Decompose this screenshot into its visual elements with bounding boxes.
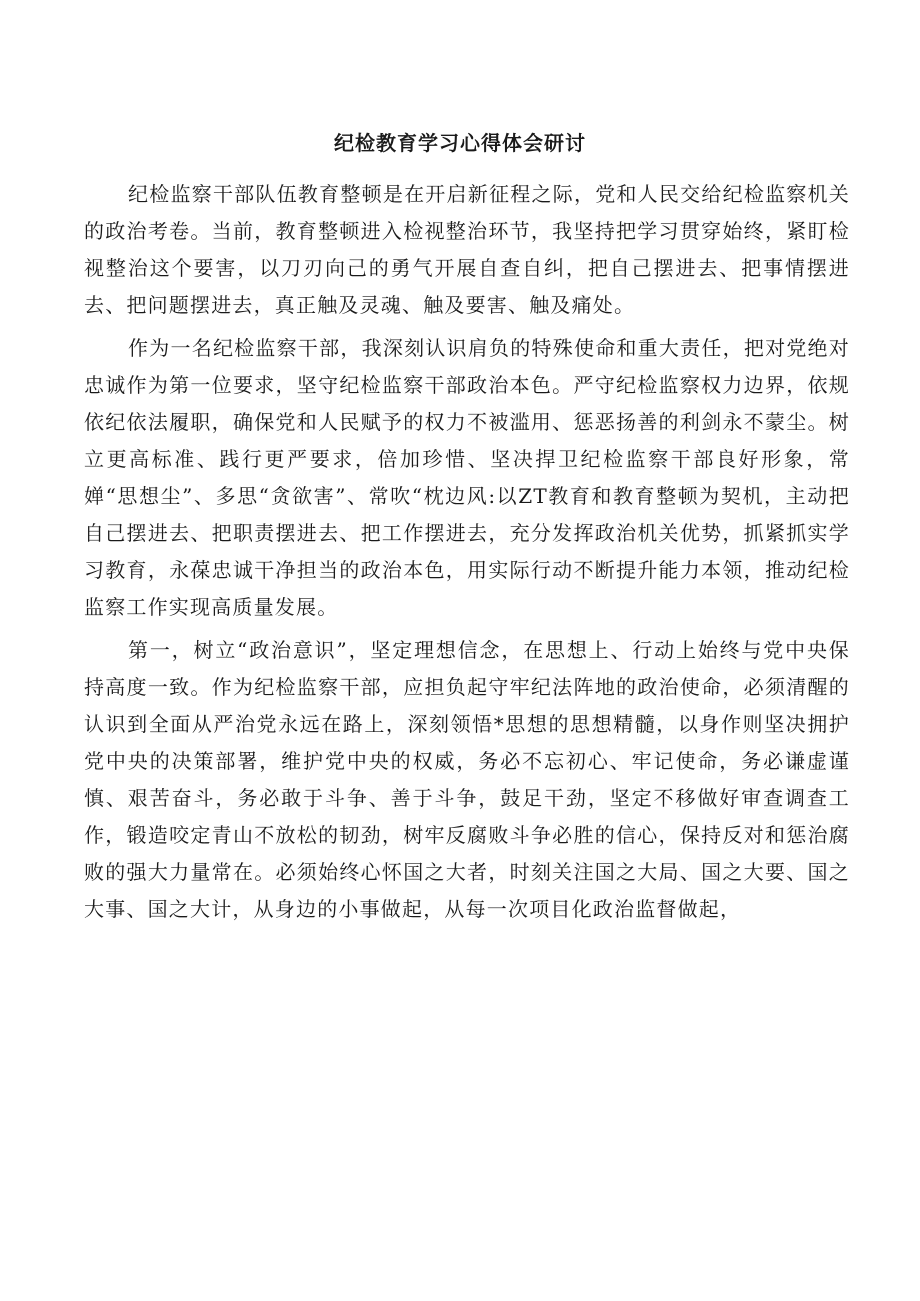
paragraph-1: 纪检监察干部队伍教育整顿是在开启新征程之际，党和人民交给纪检监察机关的政治考卷。当前，教育整顿进入检视整治环节，我坚持把学习贯穿始终，紧盯检视整治这个要害，以刀刃向己的勇气开展自查自纠，把自己摆进去、把事情摆进去、把问题摆进去，真正触及灵魂、触及要害、触及痛处。 [84, 182, 850, 317]
document-title: 纪检教育学习心得体会研讨 [334, 131, 586, 155]
paragraph-2: 作为一名纪检监察干部，我深刻认识肩负的特殊使命和重大责任，把对党绝对忠诚作为第一位要求，坚守纪检监察干部政治本色。严守纪检监察权力边界，依规依纪依法履职，确保党和人民赋予的权力不被滥用、惩恶扬善的利剑永不蒙尘。树立更高标准、践行更严要求，倍加珍惜、坚决捍卫纪检监察干部良好形象，常婵“思想尘”、多思“贪欲害”、常吹“枕边风:以ZT教育和教育整顿为契机，主动把自己摆进去、把职责摆进去、把工作摆进去，充分发挥政治机关优势，抓紧抓实学习教育，永葆忠诚干净担当的政治本色，用实际行动不断提升能力本领，推动纪检监察工作实现高质量发展。 [84, 336, 850, 619]
document-body [84, 176, 850, 934]
paragraph-3: 第一，树立“政治意识”，坚定理想信念，在思想上、行动上始终与党中央保持高度一致。作为纪检监察干部，应担负起守牢纪法阵地的政治使命，必须清醒的认识到全面从严治党永远在路上，深刻领悟*思想的思想精髓，以身作则坚决拥护党中央的决策部署，维护党中央的权威，务必不忘初心、牢记使命，务必谦虚谨慎、艰苦奋斗，务必敢于斗争、善于斗争，鼓足干劲，坚定不移做好审查调查工作，锻造咬定青山不放松的韧劲，树牢反腐败斗争必胜的信心，保持反对和惩治腐败的强大力量常在。必须始终心怀国之大者，时刻关注国之大局、国之大要、国之大事、国之大计，从身边的小事做起，从每一次项目化政治监督做起， [84, 638, 850, 921]
